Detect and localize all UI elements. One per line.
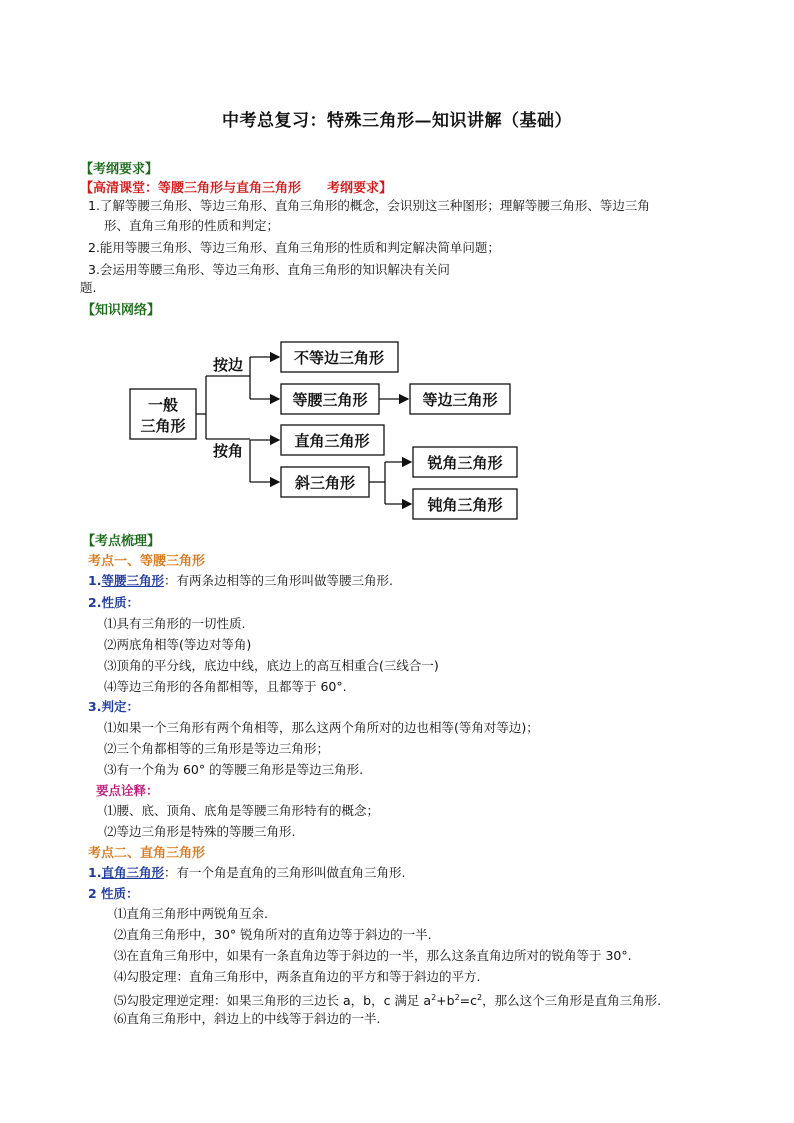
sec1-definition: 1.等腰三角形：有两条边相等的三角形叫做等腰三角形. [88, 573, 393, 588]
sec2-prop-1: ⑴直角三角形中两锐角互余. [114, 906, 268, 921]
equilateral-label: 等边三角形 [422, 391, 498, 409]
by-side-label: 按边 [212, 356, 244, 374]
sec1-judge-1: ⑴如果一个三角形有两个角相等，那么这两个角所对的边也相等(等角对等边)； [104, 720, 539, 735]
sec1-prop-4: ⑷等边三角形的各角都相等，且都等于 60°. [104, 679, 347, 694]
sec2-prop-6: ⑹直角三角形中，斜边上的中线等于斜边的一半. [114, 1011, 381, 1026]
sec2-prop-label: 2 性质： [88, 886, 139, 901]
isosceles-label: 等腰三角形 [292, 391, 368, 409]
kaogang-item-3-cont: 题. [80, 280, 97, 295]
kaogang-item-1: 1.了解等腰三角形、等边三角形、直角三角形的概念，会识别这三种图形；理解等腰三角形、等边三角 [88, 198, 650, 213]
scalene-label: 不等边三角形 [293, 349, 385, 367]
obtuse-label: 钝角三角形 [427, 496, 503, 514]
kaogang-item-2: 2.能用等腰三角形、等边三角形、直角三角形的性质和判定解决简单问题； [88, 240, 500, 255]
sec1-key-1: ⑴腰、底、顶角、底角是等腰三角形特有的概念； [104, 803, 380, 818]
root-label-1: 一般 [147, 396, 179, 414]
by-angle-label: 按角 [212, 442, 244, 460]
sec1-key-label: 要点诠释： [96, 783, 159, 798]
sec2-prop-2: ⑵直角三角形中，30° 锐角所对的直角边等于斜边的一半. [114, 927, 432, 942]
sec2-prop-4: ⑷勾股定理：直角三角形中，两条直角边的平方和等于斜边的平方. [114, 969, 481, 984]
right-label: 直角三角形 [294, 432, 370, 450]
points-header: 【考点梳理】 [82, 534, 161, 549]
sec1-prop-1: ⑴具有三角形的一切性质. [104, 616, 246, 631]
sec2-prop-5: ⑸勾股定理逆定理：如果三角形的三边长 a，b，c 满足 $a^2+b^2=c^2$，那么这个三角形是直角三角形. [114, 993, 662, 1009]
kaogang-item-3: 3.会运用等腰三角形、等边三角形、直角三角形的知识解决有关问 [88, 262, 450, 277]
acute-label: 锐角三角形 [427, 454, 503, 472]
sec1-term: 等腰三角形 [101, 573, 164, 588]
kaogang-item-1-cont: 形、直角三角形的性质和判定； [104, 218, 280, 233]
network-header: 【知识网络】 [82, 303, 161, 318]
page-title: 中考总复习：特殊三角形—知识讲解（基础） [222, 111, 572, 131]
sec2-prop-3: ⑶在直角三角形中，如果有一条直角边等于斜边的一半，那么这条直角边所对的锐角等于 30°. [114, 948, 632, 963]
hd-class-header: 【高清课堂：等腰三角形与直角三角形 考纲要求】 [80, 181, 393, 196]
root-label-2: 三角形 [140, 417, 186, 435]
sec1-prop-label: 2.性质： [88, 595, 139, 610]
sec1-prop-2: ⑵两底角相等(等边对等角) [104, 637, 252, 652]
sec1-prop-3: ⑶顶角的平分线，底边中线，底边上的高互相重合(三线合一) [104, 658, 439, 673]
kaogang-header: 【考纲要求】 [80, 162, 159, 177]
sec1-heading: 考点一、等腰三角形 [88, 554, 206, 569]
sec2-heading: 考点二、直角三角形 [88, 846, 206, 861]
sec1-judge-3: ⑶有一个角为 60° 的等腰三角形是等边三角形. [104, 762, 364, 777]
sec2-definition: 1.直角三角形：有一个角是直角的三角形叫做直角三角形. [88, 865, 406, 880]
sec2-term: 直角三角形 [101, 865, 164, 880]
knowledge-network-diagram [120, 332, 530, 524]
sec1-judge-label: 3.判定： [88, 699, 139, 714]
sec1-key-2: ⑵等边三角形是特殊的等腰三角形. [104, 824, 296, 839]
oblique-label: 斜三角形 [294, 474, 356, 492]
sec1-judge-2: ⑵三个角都相等的三角形是等边三角形； [104, 741, 330, 756]
